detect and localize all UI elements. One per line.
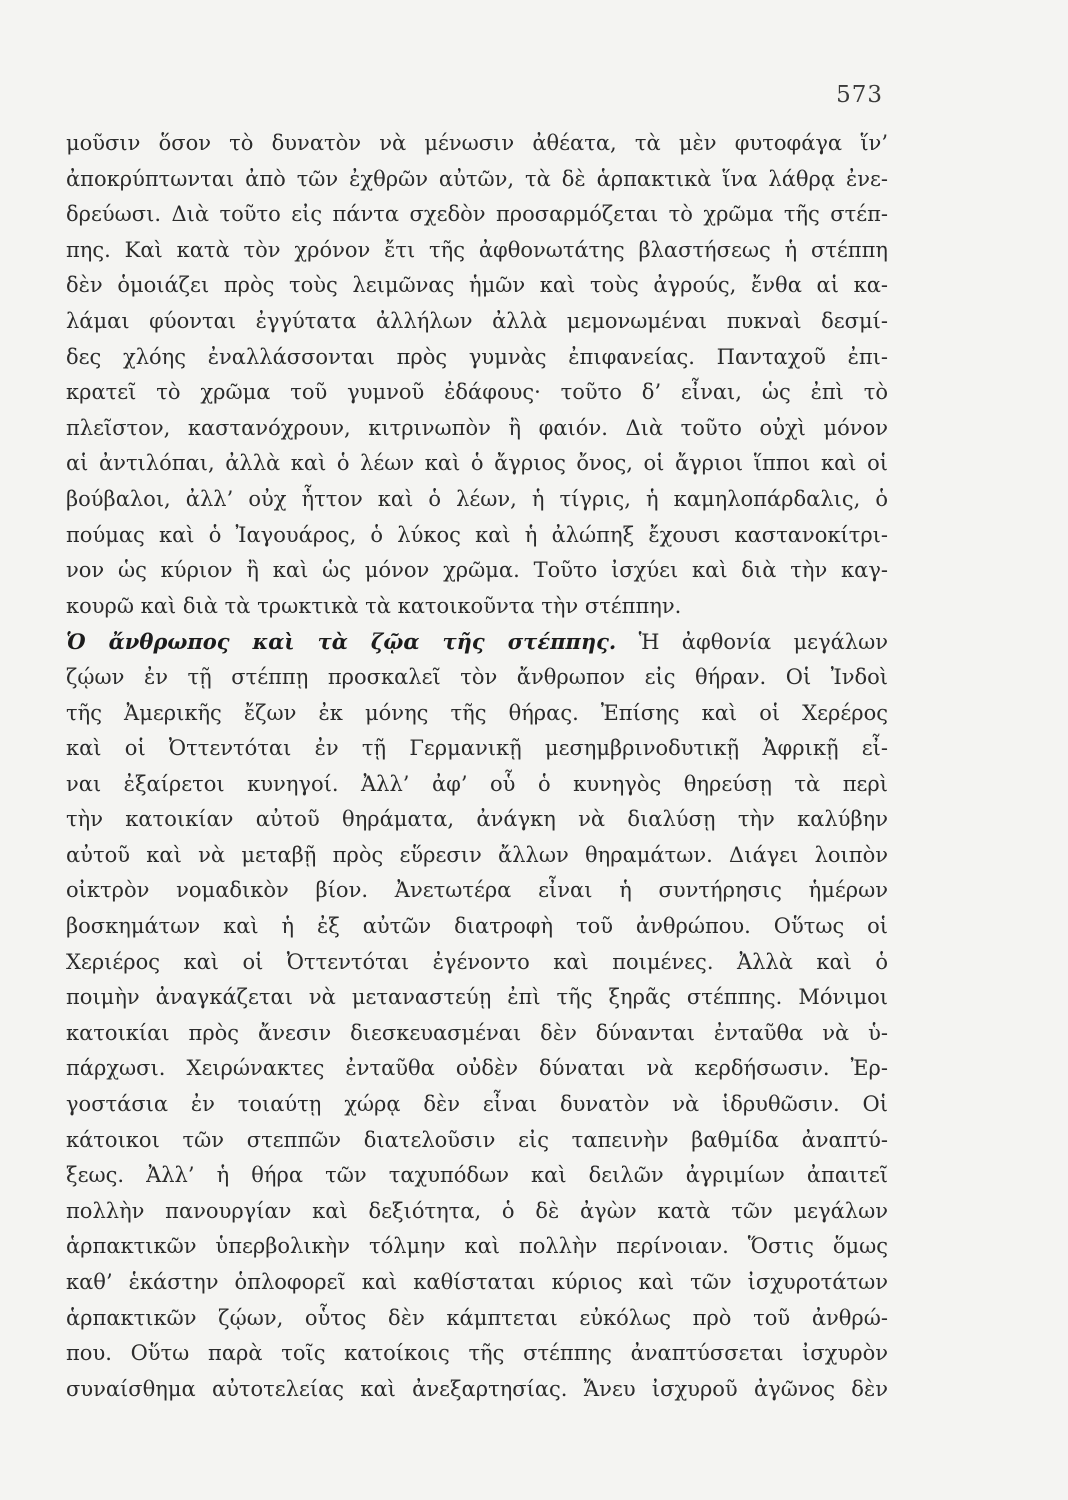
text-line: ἁρπακτικῶν ζῴων, οὗτος δὲν κάμπτεται εὐκόλως πρὸ τοῦ ἀνθρώ- [66, 1305, 888, 1330]
text-line: τῆς Ἀμερικῆς ἔζων ἐκ μόνης τῆς θήρας. Ἐπίσης καὶ οἱ Χερέρος [66, 700, 888, 725]
text-line: πάρχωσι. Χειρώνακτες ἐνταῦθα οὐδὲν δύναται νὰ κερδήσωσιν. Ἐρ- [66, 1056, 888, 1081]
text-line: λάμαι φύονται ἐγγύτατα ἀλλήλων ἀλλὰ μεμονωμέναι πυκναὶ δεσμί- [66, 308, 888, 333]
text-line: ναι ἐξαίρετοι κυνηγοί. Ἀλλ’ ἀφ’ οὗ ὁ κυνηγὸς θηρεύσῃ τὰ περὶ [66, 771, 888, 796]
text-line: μοῦσιν ὅσον τὸ δυνατὸν νὰ μένωσιν ἀθέατα, τὰ μὲν φυτοφάγα ἵν’ [66, 131, 888, 155]
text-line: δες χλόης ἐναλλάσσονται πρὸς γυμνὰς ἐπιφανείας. Πανταχοῦ ἐπι- [66, 344, 888, 369]
text-line: κατοικίαι πρὸς ἄνεσιν διεσκευασμέναι δὲν δύνανται ἐνταῦθα νὰ ὑ- [66, 1020, 888, 1045]
text-line: γοστάσια ἐν τοιαύτῃ χώρᾳ δὲν εἶναι δυνατὸν νὰ ἱδρυθῶσιν. Οἱ [66, 1092, 888, 1117]
heading-line-text: Ἡ ἀφθονία μεγάλων [638, 630, 888, 655]
text-line: βούβαλοι, ἀλλ’ οὐχ ἧττον καὶ ὁ λέων, ἡ τίγρις, ἡ καμηλοπάρδαλις, ὁ [66, 486, 888, 511]
text-line: κρατεῖ τὸ χρῶμα τοῦ γυμνοῦ ἐδάφους· τοῦτο δ’ εἶναι, ὡς ἐπὶ τὸ [66, 380, 888, 405]
body-text [66, 126, 888, 1407]
text-line: συναίσθημα αὐτοτελείας καὶ ἀνεξαρτησίας. Ἄνευ ἰσχυροῦ ἀγῶνος δὲν [66, 1376, 888, 1401]
text-line: ἀποκρύπτωνται ἀπὸ τῶν ἐχθρῶν αὐτῶν, τὰ δὲ ἁρπακτικὰ ἵνα λάθρᾳ ἐνε- [66, 166, 888, 191]
text-line: αἱ ἀντιλόπαι, ἀλλὰ καὶ ὁ λέων καὶ ὁ ἄγριος ὄνος, οἱ ἄγριοι ἵπποι καὶ οἱ [66, 451, 888, 476]
text-line: πούμας καὶ ὁ Ἰαγουάρος, ὁ λύκος καὶ ἡ ἀλώπηξ ἔχουσι καστανοκίτρι- [66, 522, 888, 547]
text-line: πλεῖστον, καστανόχρουν, κιτρινωπὸν ἢ φαιόν. Διὰ τοῦτο οὐχὶ μόνον [66, 415, 888, 440]
text-line: Χεριέρος καὶ οἱ Ὀττεντόται ἐγένοντο καὶ ποιμένες. Ἀλλὰ καὶ ὁ [66, 949, 888, 974]
text-line: κουρῶ καὶ διὰ τὰ τρωκτικὰ τὰ κατοικοῦντα τὴν στέππην. [66, 593, 682, 618]
text-line: ποιμὴν ἀναγκάζεται νὰ μεταναστεύῃ ἐπὶ τῆς ξηρᾶς στέππης. Μόνιμοι [66, 985, 888, 1010]
text-line: καὶ οἱ Ὀττεντόται ἐν τῇ Γερμανικῇ μεσημβρινοδυτικῇ Ἀφρικῇ εἶ- [66, 736, 888, 761]
text-line: καθ’ ἑκάστην ὁπλοφορεῖ καὶ καθίσταται κύριος καὶ τῶν ἰσχυροτάτων [66, 1270, 888, 1294]
text-line: νον ὡς κύριον ἢ καὶ ὡς μόνον χρῶμα. Τοῦτο ἰσχύει καὶ διὰ τὴν καγ- [66, 558, 888, 583]
text-line: ἁρπακτικῶν ὑπερβολικὴν τόλμην καὶ πολλὴν περίνοιαν. Ὅστις ὅμως [66, 1234, 888, 1259]
page-number: 573 [836, 82, 883, 108]
text-line: κάτοικοι τῶν στεππῶν διατελοῦσιν εἰς ταπεινὴν βαθμίδα ἀναπτύ- [66, 1127, 888, 1152]
section-heading: Ὁ ἄνθρωπος καὶ τὰ ζῷα τῆς στέππης. [66, 629, 617, 655]
text-line: πης. Καὶ κατὰ τὸν χρόνον ἔτι τῆς ἀφθονωτάτης βλαστήσεως ἡ στέππη [66, 237, 888, 262]
text-line: πολλὴν πανουργίαν καὶ δεξιότητα, ὁ δὲ ἀγὼν κατὰ τῶν μεγάλων [66, 1198, 888, 1223]
text-line: δρεύωσι. Διὰ τοῦτο εἰς πάντα σχεδὸν προσαρμόζεται τὸ χρῶμα τῆς στέπ- [66, 202, 888, 227]
text-line: που. Οὕτω παρὰ τοῖς κατοίκοις τῆς στέππης ἀναπτύσσεται ἰσχυρὸν [66, 1341, 888, 1366]
text-line: ζῴων ἐν τῇ στέππῃ προσκαλεῖ τὸν ἄνθρωπον εἰς θήραν. Οἱ Ἰνδοὶ [66, 664, 888, 689]
text-line: βοσκημάτων καὶ ἡ ἐξ αὐτῶν διατροφὴ τοῦ ἀνθρώπου. Οὕτως οἱ [66, 914, 888, 939]
text-line: αὐτοῦ καὶ νὰ μεταβῇ πρὸς εὕρεσιν ἄλλων θηραμάτων. Διάγει λοιπὸν [66, 842, 888, 867]
text-line: οἰκτρὸν νομαδικὸν βίον. Ἀνετωτέρα εἶναι ἡ συντήρησις ἡμέρων [66, 878, 888, 903]
text-line: δὲν ὁμοιάζει πρὸς τοὺς λειμῶνας ἡμῶν καὶ τοὺς ἀγρούς, ἔνθα αἱ κα- [66, 273, 888, 298]
heading-line [66, 624, 888, 660]
text-line: τὴν κατοικίαν αὐτοῦ θηράματα, ἀνάγκη νὰ διαλύσῃ τὴν καλύβην [66, 807, 888, 832]
text-line: ξεως. Ἀλλ’ ἡ θήρα τῶν ταχυπόδων καὶ δειλῶν ἀγριμίων ἀπαιτεῖ [66, 1163, 888, 1188]
